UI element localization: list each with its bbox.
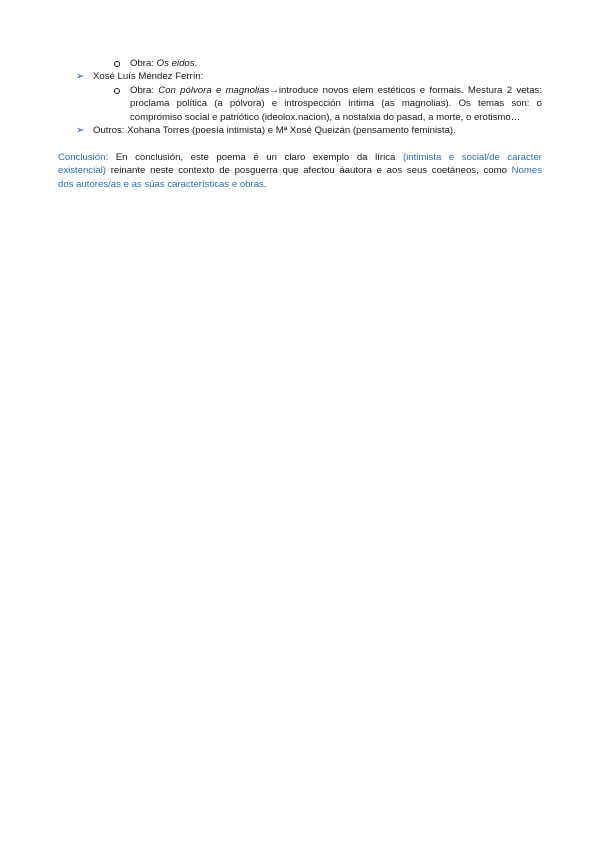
circle-bullet-icon (114, 61, 120, 67)
sub-list-item-text-1 (130, 57, 197, 70)
others-text: Outros: Xohana Torres (poesía intimista) e Mª Xosé Queizán (pensamento feminista). (93, 125, 456, 136)
text-line (58, 164, 542, 177)
circle-bullet-icon (114, 88, 120, 94)
conclusion-text: En conclusión, este poema é un claro exemplo da lírica (108, 152, 403, 163)
sub-list-item-text-2 (130, 84, 542, 124)
placeholder-text: dos autores/as e as súas características e obras (58, 178, 264, 190)
conclusion-text: reinante neste contexto de posguerra que afectou áautora e aos seus coetáneos, como (106, 165, 512, 177)
text-line: proclama política (a pólvora) e introspección íntima (as magnolias). Os temas son: o (130, 98, 542, 110)
arrow-bullet-icon: ➢ (76, 71, 85, 82)
work-title: Os eidos (156, 58, 195, 69)
placeholder-text: Nomes (511, 165, 542, 177)
work-title: Con pólvora e magnolias (158, 85, 270, 96)
author-name: Xosé Luís Méndez Ferrín: (93, 71, 204, 82)
text-line (58, 178, 542, 191)
text-line: compromiso social e patriótico (ideolox.nacion), a nostalxia do pasad, a morte, o erotismo… (130, 111, 521, 123)
description: →introduce novos elem estéticos e formais. Mestura 2 vetas: (269, 85, 542, 96)
conclusion-paragraph (58, 151, 542, 191)
obra-label: Obra: (130, 85, 159, 96)
arrow-bullet-icon: ➢ (76, 125, 85, 136)
placeholder-text: existencial) (58, 165, 106, 177)
conclusion-label: Conclusión: (58, 152, 109, 163)
placeholder-text: (intimista e social/de caracter (402, 152, 542, 163)
text-line (58, 151, 542, 164)
punctuation: . (263, 178, 267, 190)
text-line (130, 84, 542, 97)
punctuation: . (194, 58, 198, 69)
obra-label: Obra: (130, 58, 157, 69)
